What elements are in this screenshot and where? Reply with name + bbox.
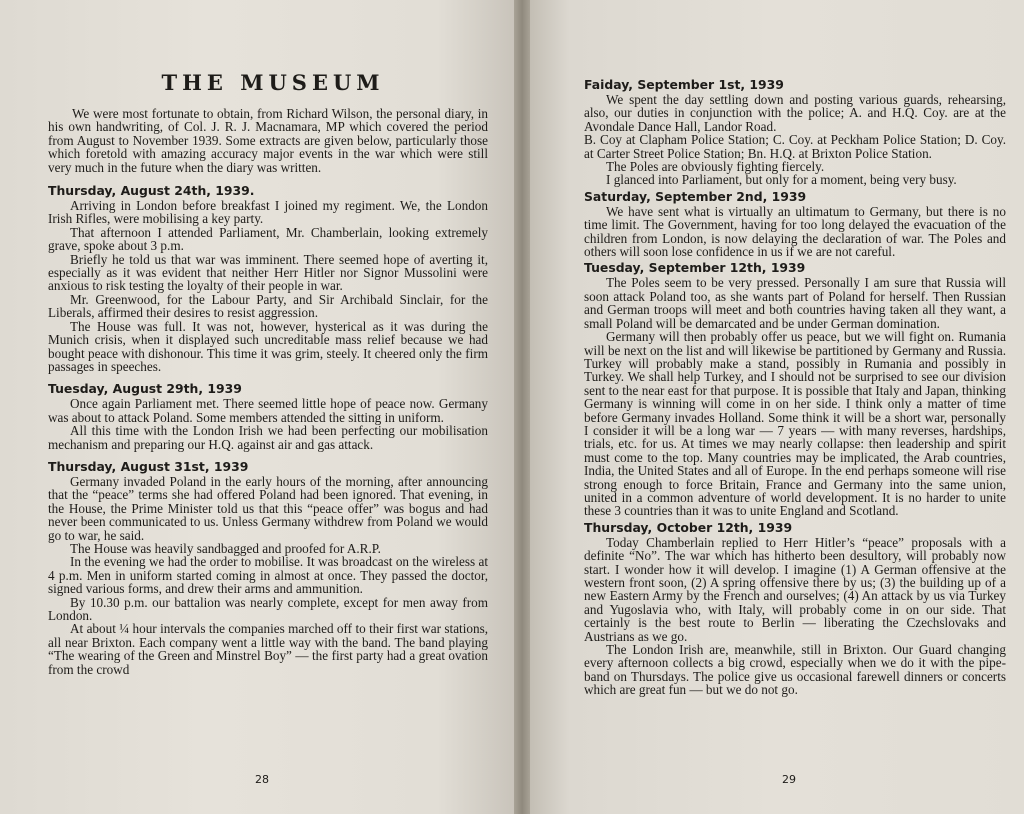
- page-title: THE MUSEUM: [161, 70, 385, 95]
- entry-paragraph: B. Coy at Clapham Police Station; C. Coy. at Peckham Police Station; D. Coy. at Carter Street Police Station; Bn. H.Q. at Brixton Police Station.: [584, 132, 1006, 161]
- entry-paragraph: The Poles seem to be very pressed. Personally I am sure that Russia will soon attack Poland too, as she wants part of Poland for herself. Then Russian and German troops will meet and both countries having taken all they want, a small Poland will be demarcated and be under German domination.: [584, 275, 1006, 331]
- entry-paragraph: In the evening we had the order to mobilise. It was broadcast on the wireless at 4 p.m. Men in uniform started coming in almost at once. They passed the doctor, signed various forms, and drew their arms and ammunition.: [48, 554, 488, 597]
- diary-entry: [48, 184, 488, 373]
- entry-date-heading: Tuesday, September 12th, 1939: [584, 260, 806, 276]
- entry-paragraph: We have sent what is virtually an ultimatum to Germany, but there is no time limit. The Government, having for too long delayed the evacuation of the children from London, is now delaying the declaration of war. The Poles and others will soon lose confidence in us if we are not careful.: [584, 203, 1006, 260]
- left-diary-entries: [48, 184, 488, 676]
- entry-paragraph: That afternoon I attended Parliament, Mr. Chamberlain, looking extremely grave, spoke about 3 p.m.: [48, 224, 488, 254]
- diary-entry: [584, 190, 1006, 259]
- entry-date-heading: Thursday, August 24th, 1939.: [48, 183, 255, 199]
- entry-paragraph: The House was full. It was not, however, hysterical as it was during the Munich crisis, when it displayed such uncreditable mass relief because we had bought peace with dishonour. This time it was grim, steely. It cheered only the firm passages in speeches.: [48, 318, 488, 374]
- entry-paragraph: By 10.30 p.m. our battalion was nearly complete, except for men away from London.: [48, 594, 488, 623]
- entry-date-heading: Thursday, October 12th, 1939: [584, 519, 793, 535]
- entry-paragraph: We spent the day settling down and posting various guards, rehearsing, also, our duties in conjunction with the police; A. and H.Q. Coy. are at the Avondale Dance Hall, Landor Road.: [584, 92, 1006, 134]
- entry-paragraph: The House was heavily sandbagged and proofed for A.R.P.: [70, 540, 381, 556]
- entry-paragraph: Briefly he told us that war was imminent. There seemed hope of averting it, especially as it was evident that neither Herr Hitler nor Signor Mussolini were anxious to risk testing the loyalty of their people in war.: [48, 251, 488, 294]
- diary-entry: [584, 261, 1006, 517]
- entry-paragraph: I glanced into Parliament, but only for a moment, being very busy.: [606, 172, 957, 188]
- diary-entry: [584, 521, 1006, 697]
- page-number-left: 28: [255, 773, 269, 786]
- intro-paragraph: We were most fortunate to obtain, from Richard Wilson, the personal diary, in his own handwriting, of Col. J. R. J. Macnamara, MP which covered the period from August to November 1939. Some extracts are given below, particularly those which foretold with amazing accuracy major events in the war which were still very much in the future when the diary was written.: [48, 106, 488, 175]
- right-diary-entries: [584, 78, 1006, 697]
- diary-entry: [48, 460, 488, 676]
- diary-entry: [48, 382, 488, 451]
- entry-paragraph: At about ¼ hour intervals the companies marched off to their first war stations, all near Brixton. Each company went a little way with the band. The band playing “The wearing of the Green and Minstrel Boy” — the first party had a great ovation from the crowd: [48, 621, 488, 677]
- entry-date-heading: Thursday, August 31st, 1939: [48, 458, 249, 474]
- entry-paragraph: The Poles are obviously fighting fiercely.: [606, 159, 825, 175]
- entry-paragraph: Arriving in London before breakfast I joined my regiment. We, the London Irish Rifles, were mobilising a key party.: [48, 198, 488, 227]
- entry-date-heading: Tuesday, August 29th, 1939: [48, 381, 242, 397]
- diary-entry: [584, 78, 1006, 187]
- page-number-right: 29: [782, 773, 796, 786]
- entry-paragraph: The London Irish are, meanwhile, still in Brixton. Our Guard changing every afternoon collects a big crowd, especially when we do it with the pipe-band on Thursdays. The police give us occasional farewell dinners or concerts which are great fun — but we do not go.: [584, 642, 1006, 698]
- entry-paragraph: Once again Parliament met. There seemed little hope of peace now. Germany was about to attack Poland. Some members attended the sitting in uniform.: [48, 396, 488, 425]
- entry-date-heading: Faiday, September 1st, 1939: [584, 77, 784, 92]
- book-gutter: [514, 0, 530, 814]
- entry-paragraph: Germany will then probably offer us peace, but we will fight on. Rumania will be next on the list and will likewise be partitioned by Germany and Russia. Turkey will probably make a stand, possibly in Rumania and possibly in Turkey. We shall help Turkey, and I should not be surprised to see our division sent to the near east for that purpose. It is possible that Italy and Japan, thinking Germany is winning will come in on her side. I think only a matter of time before Germany invades Holland. Some think it will be a short war, personally I consider it will be a long war — 7 years — with many reverses, hardships, trials, etc. for us. At times we may nearly collapse: then leadership and spirit must come to the top. Many countries may be implicated, the Arab countries, India, the United States and all of Europe. In the end perhaps someone will rise strong enough to force Britain, France and Germany into the same union, united in a common adventure of world development. It is no harder to unite these 3 countries than it was to unite England and Scotland.: [584, 329, 1006, 519]
- entry-paragraph: All this time with the London Irish we had been perfecting our mobilisation mechanism and preparing our H.Q. against air and gas attack.: [48, 423, 488, 452]
- entry-date-heading: Saturday, September 2nd, 1939: [584, 188, 807, 204]
- entry-paragraph: Today Chamberlain replied to Herr Hitler’s “peace” proposals with a definite “No”. The war which has hitherto been desultory, will probably now start. I wonder how it will develop. I imagine (1) A German offensive at the western front soon, (2) A spring offensive there by us; (3) the building up of a new Eastern Army by the French and ourselves; (4) An attack by us via Turkey and Yugoslavia who, with Italy, will probably come in on our side. That certainly is the best route to Berlin — liberating the Czechslovaks and Austrians as we go.: [584, 534, 1006, 644]
- entry-paragraph: Mr. Greenwood, for the Labour Party, and Sir Archibald Sinclair, for the Liberals, affirmed their desires to resist aggression.: [48, 291, 488, 321]
- right-page: [530, 0, 1024, 814]
- entry-paragraph: Germany invaded Poland in the early hours of the morning, after announcing that the “peace” terms she had offered Poland had been ignored. That evening, in the House, the Prime Minister told us that this “peace offer” was bogus and had never been communicated to us. Unless Germany withdrew from Poland we would go to war, he said.: [48, 473, 488, 543]
